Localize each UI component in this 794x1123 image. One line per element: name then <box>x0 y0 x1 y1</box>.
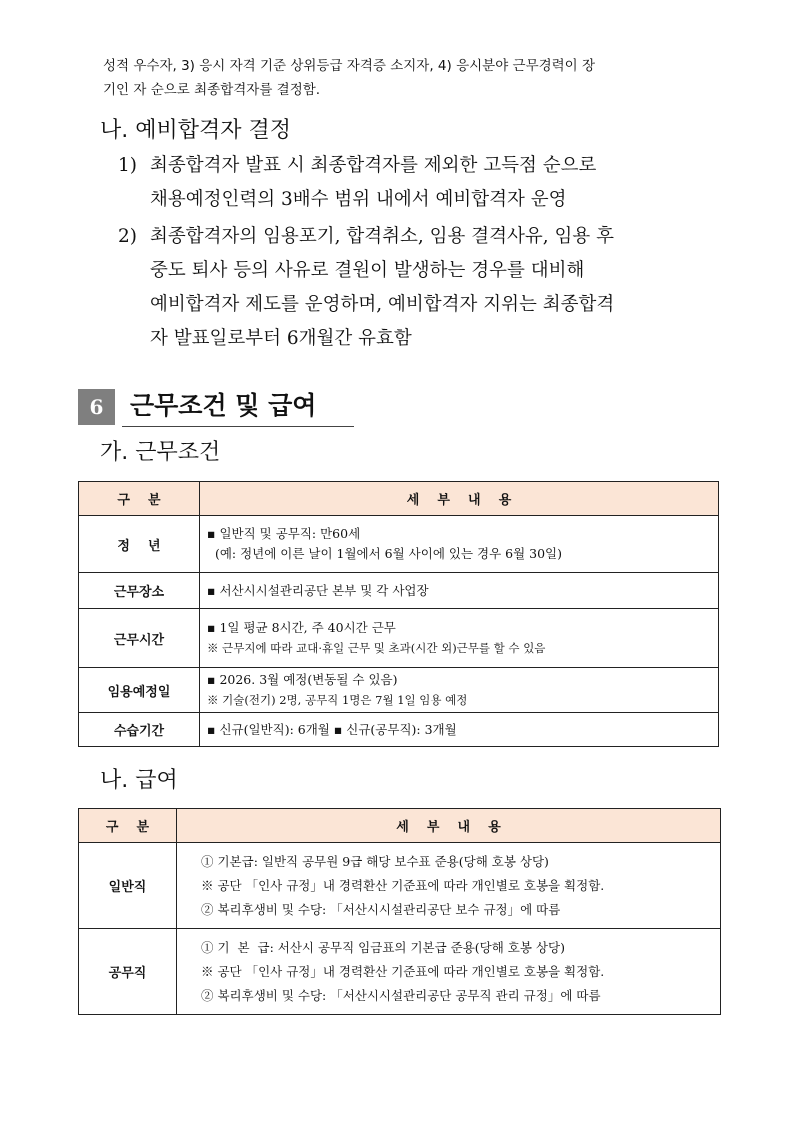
conditions-heading: 가. 근무조건 <box>100 440 221 465</box>
table-row <box>79 668 719 713</box>
salary-table <box>78 808 721 1015</box>
section-title-underline <box>122 426 354 427</box>
table-row <box>79 573 719 609</box>
row-label-workplace: 근무장소 <box>79 573 200 609</box>
reserve-item-2-line-4: 자 발표일로부터 6개월간 유효함 <box>150 328 412 349</box>
detail-line: ① 기본급: 일반직 공무원 9급 해당 보수표 준용(당해 호봉 상당) <box>201 853 549 869</box>
table-row <box>79 609 719 668</box>
detail-line: ▪ 일반직 및 공무직: 만60세 <box>207 526 361 541</box>
detail-line: ▪ 1일 평균 8시간, 주 40시간 근무 <box>207 620 396 635</box>
row-details <box>177 843 721 929</box>
reserve-item-1-line-1: 최종합격자 발표 시 최종합격자를 제외한 고득점 순으로 <box>150 155 597 176</box>
conditions-header-row <box>79 482 719 516</box>
salary-header-row <box>79 809 721 843</box>
reserve-item-2-line-1: 최종합격자의 임용포기, 합격취소, 임용 결격사유, 임용 후 <box>150 226 614 247</box>
reserve-heading: 나. 예비합격자 결정 <box>100 118 291 143</box>
row-label-general-staff: 일반직 <box>79 843 177 929</box>
table-row <box>79 843 721 929</box>
salary-heading: 나. 급여 <box>100 768 178 793</box>
section-title: 근무조건 및 급여 <box>130 391 317 420</box>
detail-note: ※ 기술(전기) 2명, 공무직 1명은 7월 1일 임용 예정 <box>207 693 468 707</box>
row-details <box>200 573 719 609</box>
row-details <box>200 516 719 573</box>
reserve-item-1-number: 1) <box>118 155 137 176</box>
detail-note: ※ 공단 「인사 규정」내 경력환산 기준표에 따라 개인별로 호봉을 획정함. <box>201 963 605 979</box>
row-label-appointment-date: 임용예정일 <box>79 668 200 713</box>
table-row <box>79 929 721 1015</box>
section-number-badge: 6 <box>78 389 115 425</box>
detail-line: ▪ 2026. 3월 예정(변동될 수 있음) <box>207 672 398 687</box>
row-details <box>200 713 719 747</box>
detail-note: ※ 근무지에 따라 교대·휴일 근무 및 초과(시간 외)근무를 할 수 있음 <box>207 641 546 655</box>
table-row <box>79 713 719 747</box>
row-label-probation: 수습기간 <box>79 713 200 747</box>
conditions-header-details: 세 부 내 용 <box>200 482 719 516</box>
detail-note: ※ 공단 「인사 규정」내 경력환산 기준표에 따라 개인별로 호봉을 획정함. <box>201 877 605 893</box>
table-row <box>79 516 719 573</box>
detail-line: ▪ 서산시시설관리공단 본부 및 각 사업장 <box>207 582 429 598</box>
intro-line-2: 기인 자 순으로 최종합격자를 결정함. <box>103 82 321 98</box>
reserve-item-2-line-3: 예비합격자 제도를 운영하며, 예비합격자 지위는 최종합격 <box>150 294 615 315</box>
detail-line: ② 복리후생비 및 수당: 「서산시시설관리공단 공무직 관리 규정」에 따름 <box>201 987 601 1003</box>
reserve-item-2-line-2: 중도 퇴사 등의 사유로 결원이 발생하는 경우를 대비해 <box>150 260 585 281</box>
detail-line: ▪ 신규(일반직): 6개월 ▪ 신규(공무직): 3개월 <box>207 721 457 737</box>
row-details <box>177 929 721 1015</box>
intro-line-1: 성적 우수자, 3) 응시 자격 기준 상위등급 자격증 소지자, 4) 응시분야 근무경력이 장 <box>103 58 596 74</box>
salary-header-category: 구 분 <box>79 809 177 843</box>
reserve-item-1-line-2: 채용예정인력의 3배수 범위 내에서 예비합격자 운영 <box>150 189 567 210</box>
row-details <box>200 609 719 668</box>
row-details <box>200 668 719 713</box>
conditions-header-category: 구 분 <box>79 482 200 516</box>
conditions-table <box>78 481 719 747</box>
salary-header-details: 세 부 내 용 <box>177 809 721 843</box>
detail-line: ② 복리후생비 및 수당: 「서산시시설관리공단 보수 규정」에 따름 <box>201 901 561 917</box>
row-label-working-hours: 근무시간 <box>79 609 200 668</box>
row-label-public-worker: 공무직 <box>79 929 177 1015</box>
detail-line: (예: 정년에 이른 날이 1월에서 6월 사이에 있는 경우 6월 30일) <box>207 546 562 561</box>
reserve-item-2-number: 2) <box>118 226 137 247</box>
row-label-retirement: 정 년 <box>79 516 200 573</box>
detail-line: ① 기 본 급: 서산시 공무직 임금표의 기본급 준용(당해 호봉 상당) <box>201 939 565 955</box>
